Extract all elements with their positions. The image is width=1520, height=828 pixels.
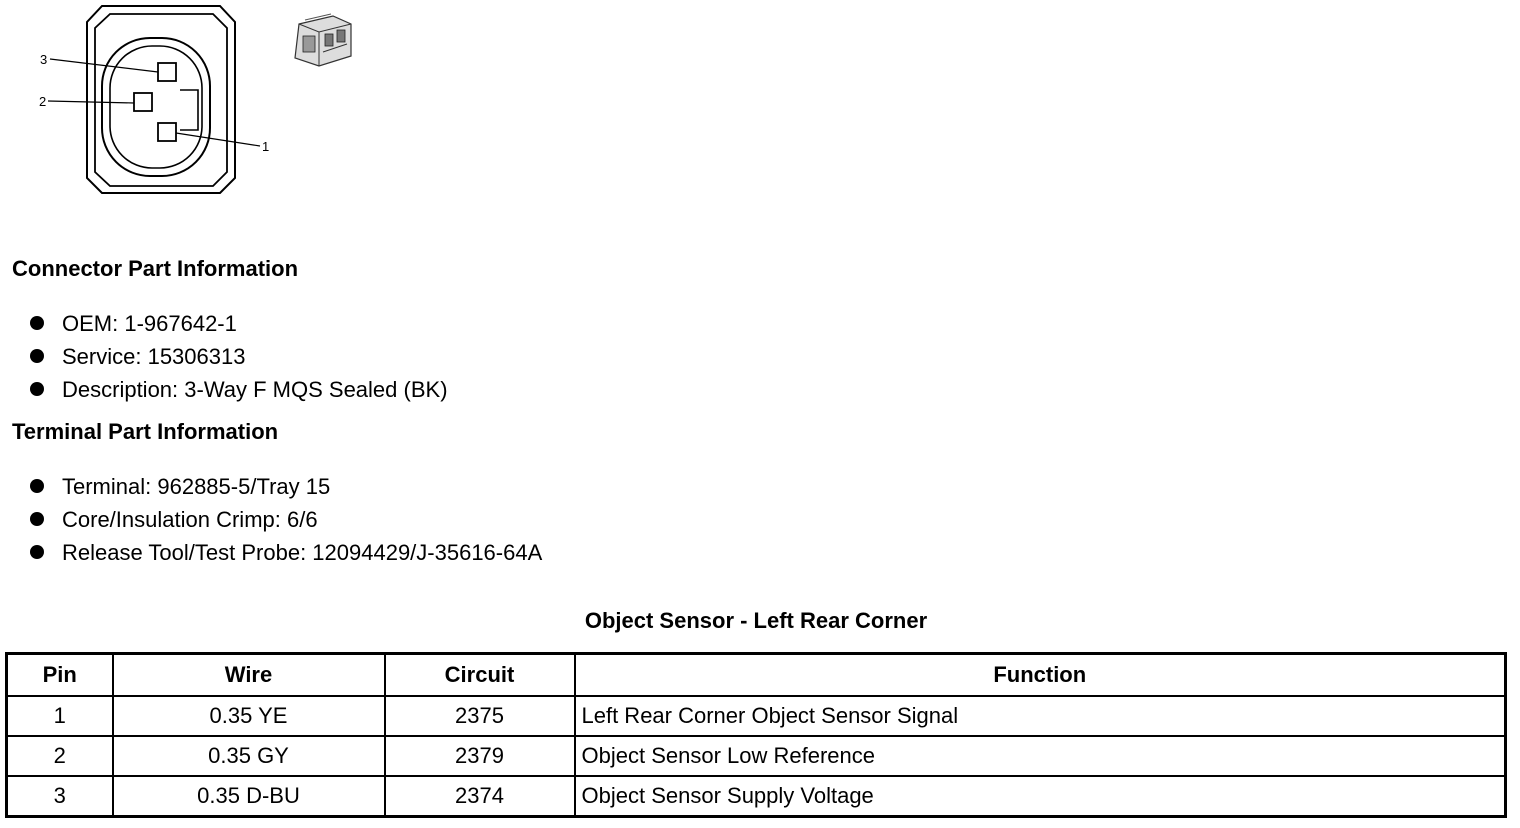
list-item-text: Core/Insulation Crimp: 6/6 [62,507,318,532]
bullet-icon [30,545,44,559]
list-item-text: Release Tool/Test Probe: 12094429/J-35616-64A [62,540,543,565]
list-item-text: OEM: 1-967642-1 [62,311,237,336]
bullet-icon [30,316,44,330]
list-item [0,536,542,569]
column-header-pin: Pin [7,654,113,697]
table-row [7,776,1506,817]
list-item [0,470,542,503]
bullet-icon [30,382,44,396]
pin-1-callout: 1 [262,139,270,154]
column-header-wire: Wire [113,654,385,697]
column-header-circuit: Circuit [385,654,575,697]
pin-3-cavity [158,63,176,81]
terminal-part-info-heading: Terminal Part Information [12,419,279,444]
cell-function: Object Sensor Supply Voltage [575,776,1506,817]
bullet-icon [30,349,44,363]
pinout-table [5,652,1507,818]
cell-circuit: 2379 [385,736,575,776]
pinout-table-title: Object Sensor - Left Rear Corner [584,608,928,633]
cell-pin: 1 [7,696,113,736]
cell-circuit: 2374 [385,776,575,817]
bullet-icon [30,512,44,526]
cell-pin: 3 [7,776,113,817]
table-row [7,696,1506,736]
cell-function: Object Sensor Low Reference [575,736,1506,776]
cell-wire: 0.35 GY [113,736,385,776]
list-item [0,307,448,340]
connector-part-info-heading: Connector Part Information [12,256,299,281]
pin-2-callout: 2 [39,94,47,109]
pin-3-callout: 3 [40,52,48,67]
connector-face-diagram [30,0,280,200]
list-item [0,503,542,536]
table-header-row [7,654,1506,697]
column-header-function: Function [575,654,1506,697]
cell-wire: 0.35 D-BU [113,776,385,817]
cell-pin: 2 [7,736,113,776]
pin-2-cavity [134,93,152,111]
bullet-icon [30,479,44,493]
pin-1-cavity [158,123,176,141]
cell-circuit: 2375 [385,696,575,736]
connector-thumbnail-image [289,12,357,70]
list-item-text: Terminal: 962885-5/Tray 15 [62,474,331,499]
list-item [0,340,448,373]
list-item [0,373,448,406]
connector-part-info-list [0,307,448,406]
cell-wire: 0.35 YE [113,696,385,736]
list-item-text: Service: 15306313 [62,344,246,369]
cell-function: Left Rear Corner Object Sensor Signal [575,696,1506,736]
table-row [7,736,1506,776]
terminal-part-info-list [0,470,542,569]
list-item-text: Description: 3-Way F MQS Sealed (BK) [62,377,448,402]
